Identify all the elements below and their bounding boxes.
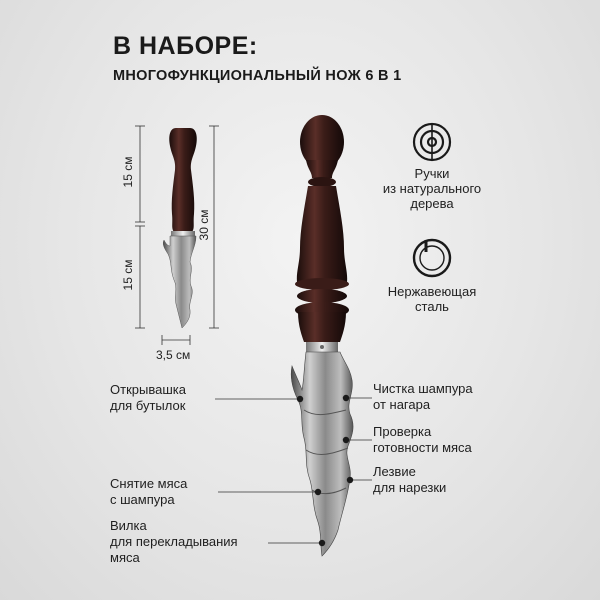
callout-skewer-cleaner bbox=[373, 381, 473, 413]
callout-line: Открывашка bbox=[110, 382, 186, 397]
callout-line: мяса bbox=[110, 550, 140, 565]
callout-line: Проверка bbox=[373, 424, 432, 439]
large-knife-image bbox=[291, 115, 353, 556]
callout-line: Лезвие bbox=[373, 464, 416, 479]
total-length-label: 30 см bbox=[197, 209, 211, 241]
callout-doneness-check bbox=[373, 424, 472, 456]
callout-bottle-opener bbox=[110, 382, 186, 414]
callout-line: Вилка bbox=[110, 518, 147, 533]
feature-steel bbox=[367, 284, 497, 314]
handle-length-label: 15 см bbox=[121, 156, 135, 188]
feature-wood bbox=[367, 166, 497, 211]
feature-wood-line: дерева bbox=[410, 196, 454, 211]
callout-line: Чистка шампура bbox=[373, 381, 473, 396]
feature-steel-line: Нержавеющая bbox=[387, 284, 477, 299]
callout-fork bbox=[110, 518, 238, 566]
feature-wood-line: из натурального bbox=[382, 181, 482, 196]
steel-ring-icon bbox=[414, 240, 450, 276]
callout-line: Снятие мяса bbox=[110, 476, 188, 491]
callout-line: для бутылок bbox=[110, 398, 186, 413]
callout-meat-remover bbox=[110, 476, 187, 508]
small-knife-image bbox=[163, 128, 197, 328]
feature-wood-line: Ручки bbox=[414, 166, 450, 181]
callout-line: для нарезки bbox=[373, 480, 447, 495]
callout-line: с шампура bbox=[110, 492, 175, 507]
callout-line: готовности мяса bbox=[373, 440, 472, 455]
feature-steel-line: сталь bbox=[415, 299, 449, 314]
callout-line: для перекладывания bbox=[110, 534, 238, 549]
callout-line: от нагара bbox=[373, 397, 431, 412]
wood-rings-icon bbox=[414, 124, 450, 160]
width-label: 3,5 см bbox=[156, 348, 191, 362]
blade-length-label: 15 см bbox=[121, 259, 135, 291]
page-title: В НАБОРЕ: bbox=[113, 32, 258, 60]
page-subtitle: МНОГОФУНКЦИОНАЛЬНЫЙ НОЖ 6 В 1 bbox=[113, 68, 402, 84]
callout-slicing-blade bbox=[373, 464, 446, 496]
